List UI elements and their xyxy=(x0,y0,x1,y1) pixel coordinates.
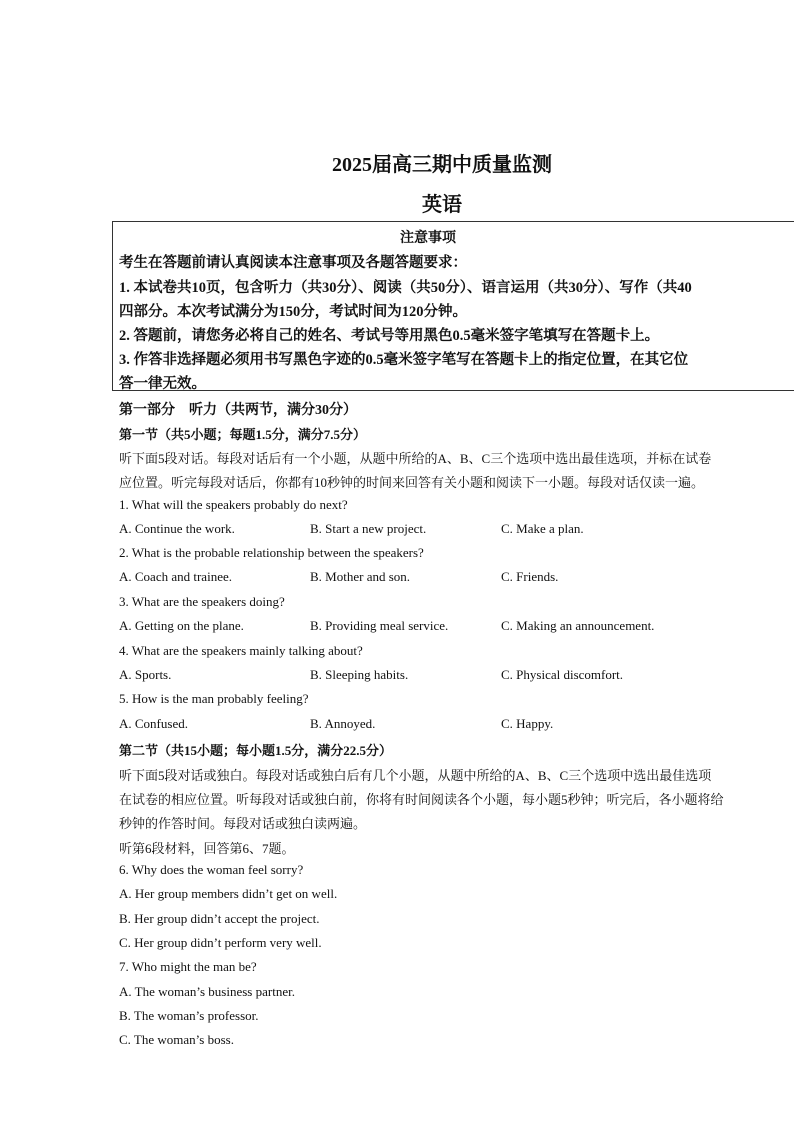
notice-line: 答一律无效。 xyxy=(119,376,206,391)
section2-heading: 第二节（共15小题；每小题1.5分，满分22.5分） xyxy=(119,743,393,758)
option-a: A. Confused. xyxy=(119,716,188,731)
option-a: A. Getting on the plane. xyxy=(119,618,244,633)
section1-heading: 第一节（共5小题；每题1.5分，满分7.5分） xyxy=(119,427,367,442)
question-stem: 2. What is the probable relationship between the speakers? xyxy=(119,545,424,560)
option-b: B. Annoyed. xyxy=(310,716,376,731)
option-c: C. Make a plan. xyxy=(501,521,584,536)
notice-heading: 注意事项 xyxy=(400,231,456,246)
question-stem: 7. Who might the man be? xyxy=(119,959,257,974)
section2-instruction: 在试卷的相应位置。听每段对话或独白前，你将有时间阅读各个小题，每小题5秒钟；听完后，各小题将给 xyxy=(119,792,724,807)
option-c: C. Her group didn’t perform very well. xyxy=(119,935,322,950)
exam-title: 2025届高三期中质量监测 xyxy=(332,154,552,176)
option-b: B. Start a new project. xyxy=(310,521,427,536)
option-a: A. Sports. xyxy=(119,667,172,682)
option-b: B. Sleeping habits. xyxy=(310,667,409,682)
option-b: B. Providing meal service. xyxy=(310,618,449,633)
notice-line: 四部分。本次考试满分为150分，考试时间为120分钟。 xyxy=(119,304,467,320)
question-stem: 1. What will the speakers probably do next? xyxy=(119,497,348,512)
option-c: C. Physical discomfort. xyxy=(501,667,624,682)
section2-instruction: 听下面5段对话或独白。每段对话或独白后有几个小题，从题中所给的A、B、C三个选项中选出最佳选项 xyxy=(119,768,712,783)
option-a: A. Her group members didn’t get on well. xyxy=(119,886,338,901)
option-c: C. Friends. xyxy=(501,569,559,584)
section1-instruction: 应位置。听完每段对话后，你都有10秒钟的时间来回答有关小题和阅读下一小题。每段对话仅读一遍。 xyxy=(119,475,705,490)
notice-line: 3. 作答非选择题必须用书写黑色字迹的0.5毫米签字笔写在答题卡上的指定位置，在其它位 xyxy=(119,352,689,368)
notice-line: 2. 答题前，请您务必将自己的姓名、考试号等用黑色0.5毫米签字笔填写在答题卡上。 xyxy=(119,328,660,344)
option-a: A. The woman’s business partner. xyxy=(119,984,295,999)
option-c: C. Happy. xyxy=(501,716,554,731)
option-b: B. The woman’s professor. xyxy=(119,1008,259,1023)
question-stem: 5. How is the man probably feeling? xyxy=(119,691,309,706)
question-stem: 3. What are the speakers doing? xyxy=(119,594,285,609)
option-c: C. Making an announcement. xyxy=(501,618,655,633)
option-a: A. Coach and trainee. xyxy=(119,569,232,584)
notice-line: 考生在答题前请认真阅读本注意事项及各题答题要求： xyxy=(119,255,467,271)
option-c: C. The woman’s boss. xyxy=(119,1032,234,1047)
option-a: A. Continue the work. xyxy=(119,521,235,536)
question-stem: 4. What are the speakers mainly talking about? xyxy=(119,643,363,658)
question-stem: 6. Why does the woman feel sorry? xyxy=(119,862,304,877)
exam-subject: 英语 xyxy=(422,194,462,216)
notice-line: 1. 本试卷共10页，包含听力（共30分）、阅读（共50分）、语言运用（共30分）、写作（共40 xyxy=(119,280,692,296)
material-note: 听第6段材料，回答第6、7题。 xyxy=(119,841,295,856)
notice-box xyxy=(112,221,794,391)
section2-instruction: 秒钟的作答时间。每段对话或独白读两遍。 xyxy=(119,816,367,831)
section1-instruction: 听下面5段对话。每段对话后有一个小题，从题中所给的A、B、C三个选项中选出最佳选项，并标在试卷 xyxy=(119,451,712,466)
option-b: B. Mother and son. xyxy=(310,569,411,584)
option-b: B. Her group didn’t accept the project. xyxy=(119,911,320,926)
part1-heading: 第一部分 听力（共两节，满分30分） xyxy=(119,403,357,418)
